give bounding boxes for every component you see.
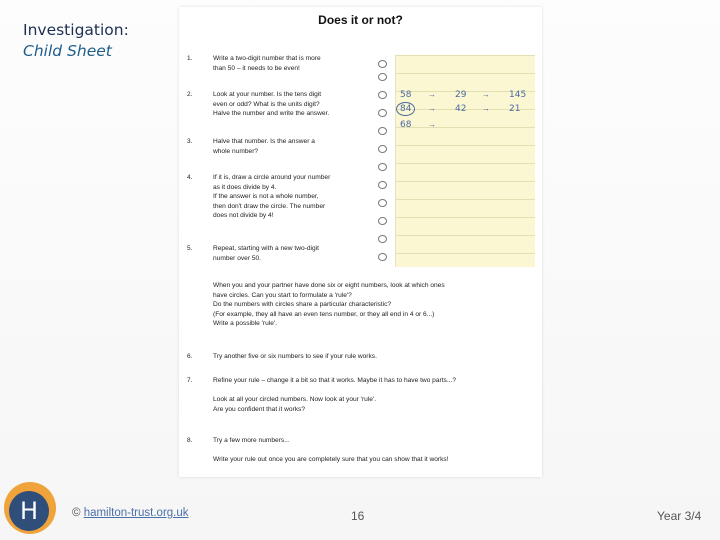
step-line: Refine your rule – change it a bit so that it works. Maybe it has to have two parts...? (213, 377, 456, 384)
worked-value: 29 (455, 90, 467, 100)
step-text (213, 173, 373, 221)
worksheet-title: Does it or not? (318, 13, 403, 27)
bubble-marker (378, 91, 387, 99)
website-link[interactable]: hamilton-trust.org.uk (83, 507, 189, 519)
step-text (213, 54, 373, 73)
paragraph-line: (For example, they all have an even tens number, or they all end in 4 or 6...) (213, 310, 435, 318)
step-text (213, 244, 373, 263)
paragraph-line: Write a possible 'rule'. (213, 320, 277, 327)
bubble-marker (378, 181, 387, 189)
bubble-marker (378, 73, 387, 81)
paragraph-line: have circles. Can you start to formulate a 'rule'? (213, 291, 352, 299)
partner-paragraph (213, 281, 533, 329)
step-line: Write a two-digit number that is more (213, 55, 321, 62)
hamilton-logo-letter: H (9, 491, 49, 531)
bubble-marker (378, 163, 387, 171)
step-line: Write your rule out once you are completely sure that you can show that it works! (213, 456, 449, 463)
bubble-marker (378, 60, 387, 68)
arrow-glyph: → (428, 90, 436, 99)
step-line: Repeat, starting with a new two-digit (213, 245, 319, 252)
paragraph-line: Do the numbers with circles share a particular characteristic? (213, 301, 392, 308)
step-text (213, 90, 373, 119)
step-number: 3. (187, 138, 193, 145)
worked-value: 145 (509, 90, 527, 100)
answer-grid-border (395, 55, 535, 267)
step-number: 1. (187, 55, 193, 62)
step-number: 6. (187, 353, 193, 360)
step-line: If it is, draw a circle around your number (213, 174, 331, 181)
step-line: than 50 – it needs to be even! (213, 64, 300, 72)
slide-subtitle: Child Sheet (23, 42, 112, 60)
step-number: 5. (187, 245, 193, 252)
step-line (213, 386, 533, 396)
step-line: does not divide by 4! (213, 212, 274, 219)
step-line: Halve that number. Is the answer a (213, 138, 315, 145)
bubble-marker (378, 235, 387, 243)
step-line: even or odd? What is the units digit? (213, 100, 320, 108)
step-line: as it does divide by 4. (213, 183, 277, 191)
step-number: 2. (187, 91, 193, 98)
arrow-glyph: → (482, 90, 490, 99)
step-line: Halve the number and write the answer. (213, 110, 330, 117)
step-number: 4. (187, 174, 193, 181)
copyright-symbol: © (72, 507, 81, 519)
step-line: Look at all your circled numbers. Now look at your 'rule'. (213, 396, 377, 403)
worked-value: 21 (509, 104, 521, 114)
worked-value: 68 (400, 120, 412, 130)
bubble-marker (378, 145, 387, 153)
bubble-marker (378, 127, 387, 135)
step-line: Try another five or six numbers to see if your rule works. (213, 353, 377, 360)
step-text (213, 436, 533, 465)
bubble-marker (378, 217, 387, 225)
step-line: Look at your number. Is the tens digit (213, 91, 322, 98)
step-text (213, 137, 373, 156)
step-number: 8. (187, 437, 193, 444)
step-line: whole number? (213, 147, 259, 155)
year-label: Year 3/4 (657, 509, 702, 523)
title-block (23, 20, 129, 62)
paragraph-line: When you and your partner have done six or eight numbers, look at which ones (213, 282, 445, 289)
footer-copyright (72, 507, 189, 519)
step-text (213, 352, 533, 362)
worked-value: 58 (400, 90, 412, 100)
step-line: Are you confident that it works? (213, 405, 305, 413)
arrow-glyph: → (428, 120, 436, 129)
step-line: Try a few more numbers... (213, 437, 290, 444)
bubble-marker (378, 199, 387, 207)
step-line: then don't draw the circle. The number (213, 202, 326, 210)
worksheet (179, 7, 542, 477)
worked-value: 84 (400, 104, 412, 114)
page-number: 16 (351, 509, 365, 523)
step-number: 7. (187, 377, 193, 384)
step-line: number over 50. (213, 254, 262, 262)
step-text (213, 376, 533, 414)
worked-value: 42 (455, 104, 467, 114)
bubble-marker (378, 253, 387, 261)
bubble-marker (378, 109, 387, 117)
arrow-glyph: → (482, 104, 490, 113)
slide-title: Investigation: (23, 21, 129, 39)
arrow-glyph: → (428, 104, 436, 113)
step-line (213, 446, 533, 456)
step-line: If the answer is not a whole number, (213, 193, 319, 200)
